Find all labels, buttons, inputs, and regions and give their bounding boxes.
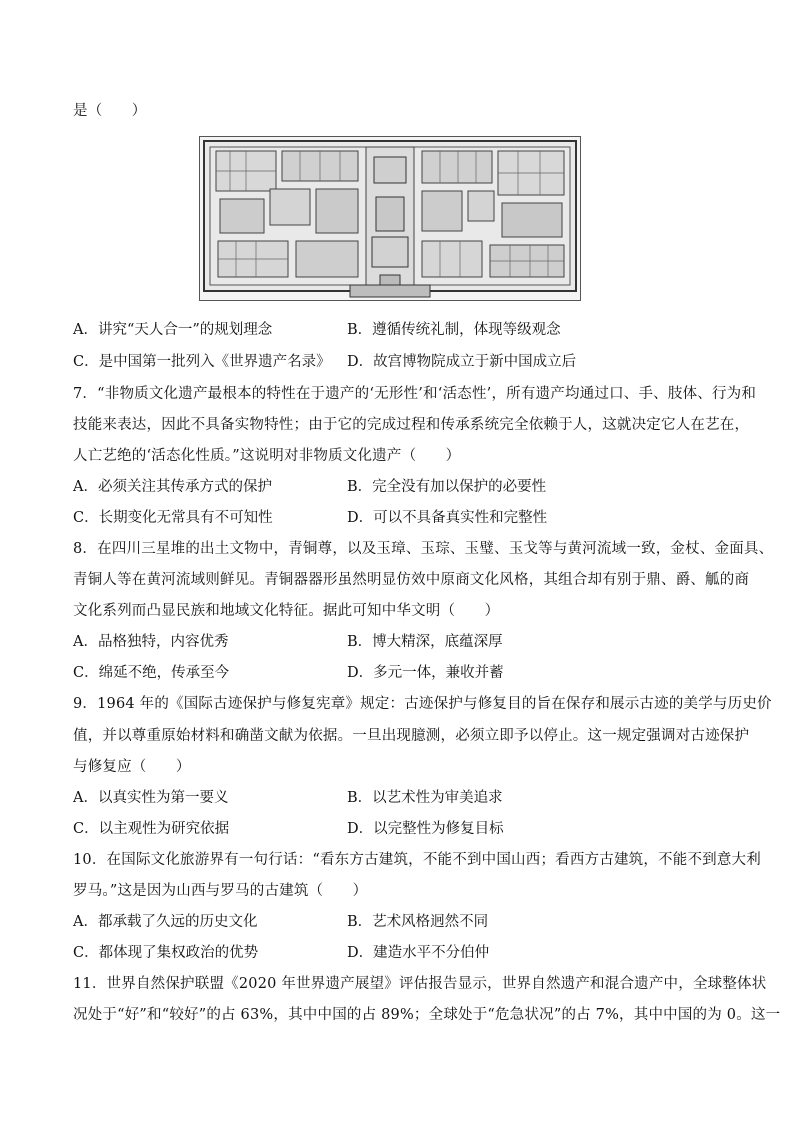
q7-option-a[interactable]: A．必须关注其传承方式的保护 [73, 479, 272, 495]
q10-option-b[interactable]: B．艺术风格迥然不同 [347, 914, 489, 930]
q9-option-d[interactable]: D．以完整性为修复目标 [347, 821, 504, 837]
q9-stem-line-1: 9．1964 年的《国际古迹保护与修复宪章》规定：古迹保护与修复目的旨在保存和展示古迹的美学与历史价 [73, 696, 772, 712]
q9-option-c[interactable]: C．以主观性为研究依据 [73, 821, 230, 837]
q8-option-b[interactable]: B．博大精深，底蕴深厚 [347, 634, 503, 650]
q8-option-d[interactable]: D．多元一体，兼收并蓄 [347, 665, 504, 681]
q8-option-a[interactable]: A．品格独特，内容优秀 [73, 634, 229, 650]
q7-stem-line-2: 技能来表达，因此不具备实物特性；由于它的完成过程和传承系统完全依赖于人，这就决定它人在艺在， [73, 417, 750, 433]
q10-option-c[interactable]: C．都体现了集权政治的优势 [73, 945, 259, 961]
q6-stem-tail: 是（ ） [73, 103, 147, 119]
q6-option-d[interactable]: D．故宫博物院成立于新中国成立后 [347, 354, 577, 370]
q10-option-a[interactable]: A．都承载了久远的历史文化 [73, 914, 258, 930]
forbidden-city-plan-drawing [200, 137, 580, 300]
q9-option-a[interactable]: A．以真实性为第一要义 [73, 790, 229, 806]
q10-stem-line-2: 罗马。”这是因为山西与罗马的古建筑（ ） [73, 883, 368, 899]
q8-stem-line-1: 8．在四川三星堆的出土文物中，青铜尊，以及玉璋、玉琮、玉璧、玉戈等与黄河流域一致，金杖、金面具、 [73, 541, 774, 557]
q8-stem-line-3: 文化系列而凸显民族和地域文化特征。据此可知中华文明（ ） [73, 603, 500, 619]
q7-option-d[interactable]: D．可以不具备真实性和完整性 [347, 510, 548, 526]
q10-option-d[interactable]: D．建造水平不分伯仲 [347, 945, 490, 961]
q9-stem-line-2: 值，并以尊重原始材料和确凿文献为依据。一旦出现臆测，必须立即予以停止。这一规定强调对古迹保护 [73, 728, 750, 744]
q9-stem-line-3: 与修复应（ ） [73, 759, 191, 775]
q9-option-b[interactable]: B．以艺术性为审美追求 [347, 790, 503, 806]
q7-option-b[interactable]: B．完全没有加以保护的必要性 [347, 479, 547, 495]
q6-option-a[interactable]: A．讲究“天人合一”的规划理念 [73, 322, 273, 338]
q7-option-c[interactable]: C．长期变化无常具有不可知性 [73, 510, 273, 526]
q6-option-b[interactable]: B．遵循传统礼制，体现等级观念 [347, 322, 561, 338]
q7-stem-line-1: 7．“非物质文化遗产最根本的特性在于遗产的‘无形性’和‘活态性’，所有遗产均通过口、手、肢体、行为和 [73, 386, 757, 402]
q8-stem-line-2: 青铜人等在黄河流域则鲜见。青铜器器形虽然明显仿效中原商文化风格，其组合却有别于鼎、爵、觚的商 [73, 572, 750, 588]
forbidden-city-plan-figure [199, 136, 581, 301]
q11-stem-line-1: 11．世界自然保护联盟《2020 年世界遗产展望》评估报告显示，世界自然遗产和混合遗产中，全球整体状 [73, 976, 767, 992]
q6-option-c[interactable]: C．是中国第一批列入《世界遗产名录》 [73, 354, 331, 370]
q11-stem-line-2: 况处于“好”和“较好”的占 63%，其中中国的占 89%；全球处于“危急状况”的占 7%，其中中国的为 0。这一 [73, 1007, 781, 1023]
q7-stem-line-3: 人亡艺绝的‘活态化性质。”这说明对非物质文化遗产（ ） [73, 448, 461, 464]
q10-stem-line-1: 10．在国际文化旅游界有一句行话：“看东方古建筑，不能不到中国山西；看西方古建筑，不能不到意大利 [73, 852, 761, 868]
q8-option-c[interactable]: C．绵延不绝，传承至今 [73, 665, 230, 681]
